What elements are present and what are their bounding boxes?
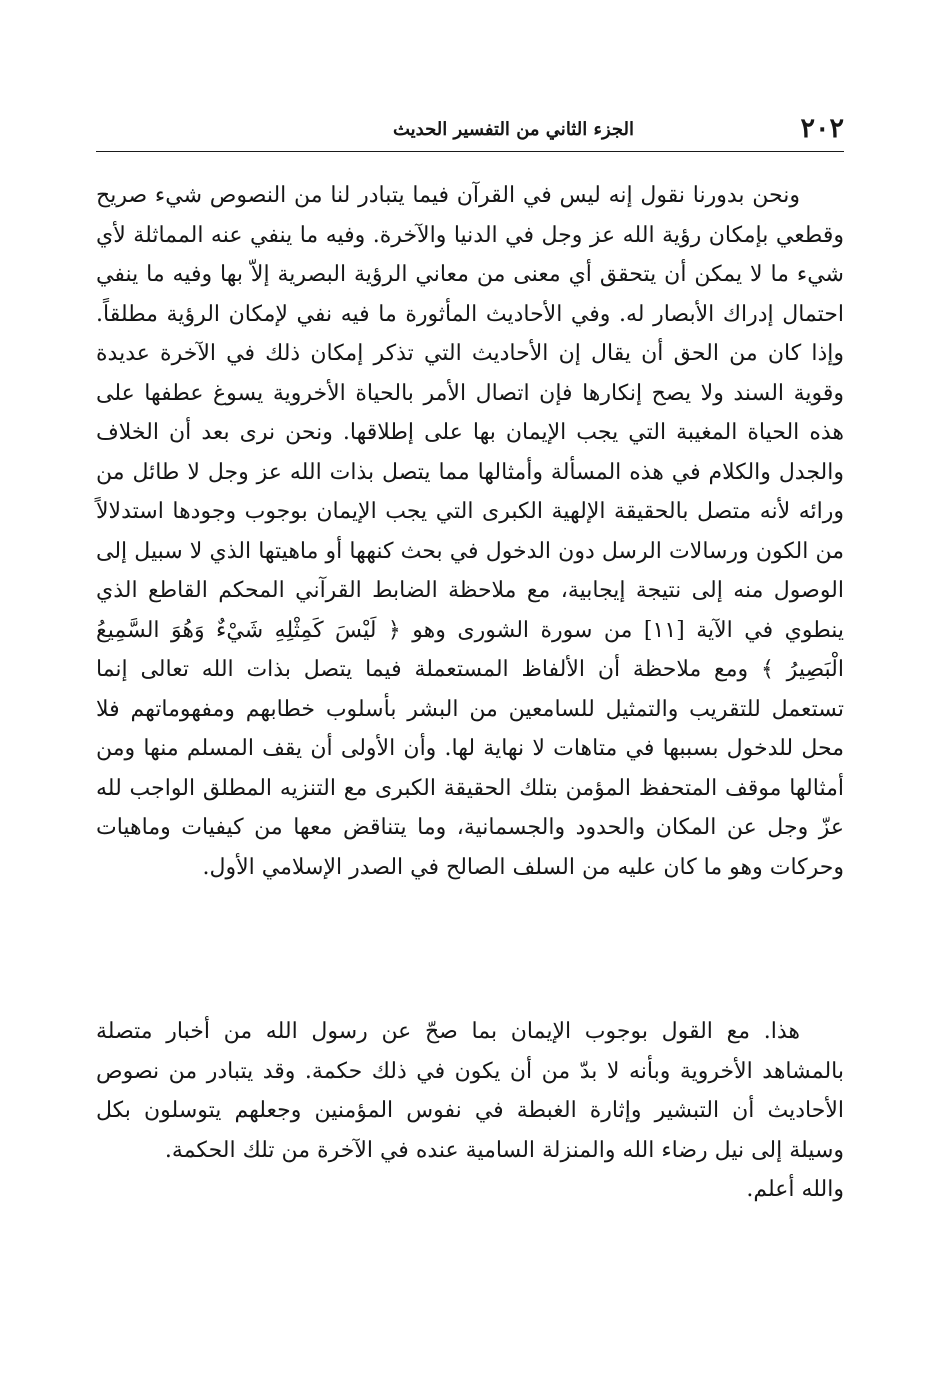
body-paragraph-1: [96, 176, 844, 887]
paragraph-text: هذا. مع القول بوجوب الإيمان بما صحّ عن رسول الله من أخبار متصلة بالمشاهد الأخروية وبأنه لا بدّ من أن يكون في ذلك حكمة. وقد يتبادر من نصوص الأحاديث أن التبشير وإثارة الغبطة في نفوس المؤمنين وجعلهم يتوسلون بكل وسيلة إلى نيل رضاء الله والمنزلة السامية عنده في الآخرة من تلك الحكمة.: [96, 1019, 844, 1163]
header-divider: [96, 151, 844, 152]
paragraph-text: ونحن بدورنا نقول إنه ليس في القرآن فيما يتبادر لنا من النصوص شيء صريح وقطعي بإمكان رؤية الله عز وجل في الدنيا والآخرة. وفيه ما ينفي عنه المماثلة لأي شيء ما لا يمكن أن يتحقق أي معنى من معاني الرؤية البصرية إلاّ بها وفيه ما ينفي احتمال إدراك الأبصار له. وفي الأحاديث المأثورة ما فيه نفي لإمكان الرؤية مطلقاً. وإذا كان من الحق أن يقال إن الأحاديث التي تذكر إمكان ذلك في الآخرة عديدة وقوية السند ولا يصح إنكارها فإن اتصال الأمر بالحياة الأخروية يسوغ عطفها على هذه الحياة المغيبة التي يجب الإيمان بها على إطلاقها. ونحن نرى بعد أن الخلاف والجدل والكلام في هذه المسألة وأمثالها مما يتصل بذات الله عز وجل لا طائل من ورائه لأنه متصل بالحقيقة الإلهية الكبرى التي يجب الإيمان بوجوب وجودها استدلالاً من الكون ورسالات الرسل دون الدخول في بحث كنهها أو ماهيتها الذي لا سبيل إلى الوصول منه إلى نتيجة إيجابية، مع ملاحظة الضابط القرآني المحكم القاطع الذي ينطوي في الآية [١١] من سورة الشورى وهو ﴿ لَيْسَ كَمِثْلِهِ شَيْءٌ وَهُوَ السَّمِيعُ الْبَصِيرُ ﴾ ومع ملاحظة أن الألفاظ المستعملة فيما يتصل بذات الله تعالى إنما تستعمل للتقريب والتمثيل للسامعين من البشر بأسلوب خطابهم ومفهوماتهم فلا محل للدخول بسببها في متاهات لا نهاية لها. وأن الأولى أن يقف المسلم منها ومن أمثالها موقف المتحفظ المؤمن بتلك الحقيقة الكبرى مع التنزيه المطلق الواجب لله عزّ وجل عن المكان والحدود والجسمانية، وما يتناقض معها من كيفيات وماهيات وحركات وهو ما كان عليه من السلف الصالح في الصدر الإسلامي الأول.: [96, 183, 845, 880]
running-header: [96, 112, 844, 152]
header-title: الجزء الثاني من التفسير الحديث: [392, 119, 634, 140]
body-paragraph-2: [96, 1012, 844, 1210]
page-number: ٢٠٢: [800, 113, 844, 144]
closing-line: والله أعلم.: [746, 1177, 844, 1202]
